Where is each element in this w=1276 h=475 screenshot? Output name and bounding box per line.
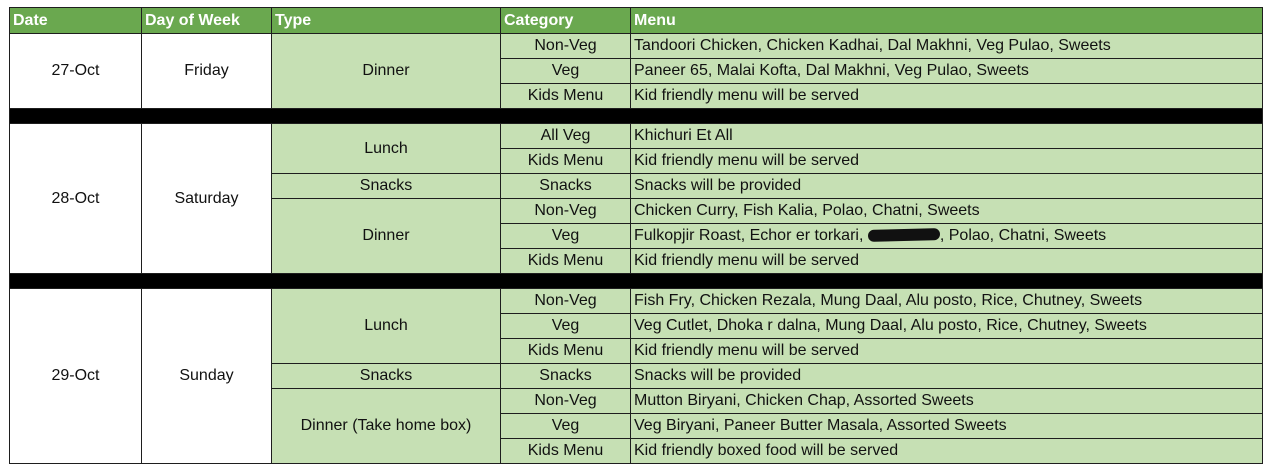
menu-text-before-redaction: Fulkopjir Roast, Echor er torkari, [634,227,868,244]
header-day-of-week: Day of Week [142,8,272,34]
category-cell: Veg [501,224,631,249]
header-row [10,8,1263,34]
category-cell: Non-Veg [501,199,631,224]
meal-type-cell: Dinner (Take home box) [272,389,501,464]
menu-cell: Khichuri Et All [631,124,1263,149]
day-cell: Saturday [142,124,272,274]
category-cell: Non-Veg [501,289,631,314]
day-separator [10,274,1263,289]
category-cell: Veg [501,314,631,339]
meal-type-cell: Snacks [272,364,501,389]
menu-cell: Mutton Biryani, Chicken Chap, Assorted Sweets [631,389,1263,414]
category-cell: Snacks [501,364,631,389]
category-cell: Veg [501,59,631,84]
category-cell: Kids Menu [501,249,631,274]
category-cell: Snacks [501,174,631,199]
menu-cell: Chicken Curry, Fish Kalia, Polao, Chatni, Sweets [631,199,1263,224]
day-cell: Sunday [142,289,272,464]
separator-bar [10,109,1263,124]
menu-text-after-redaction: , Polao, Chatni, Sweets [939,227,1107,244]
category-cell: Kids Menu [501,339,631,364]
date-cell: 27-Oct [10,34,142,109]
menu-cell: Kid friendly menu will be served [631,339,1263,364]
menu-cell: Kid friendly boxed food will be served [631,439,1263,464]
day-cell: Friday [142,34,272,109]
menu-cell: Fish Fry, Chicken Rezala, Mung Daal, Alu posto, Rice, Chutney, Sweets [631,289,1263,314]
menu-cell [631,224,1263,249]
header-date: Date [10,8,142,34]
menu-cell: Snacks will be provided [631,364,1263,389]
menu-cell: Veg Cutlet, Dhoka r dalna, Mung Daal, Alu posto, Rice, Chutney, Sweets [631,314,1263,339]
menu-cell: Paneer 65, Malai Kofta, Dal Makhni, Veg Pulao, Sweets [631,59,1263,84]
separator-bar [10,274,1263,289]
menu-cell: Tandoori Chicken, Chicken Kadhai, Dal Makhni, Veg Pulao, Sweets [631,34,1263,59]
menu-cell: Kid friendly menu will be served [631,149,1263,174]
table-row [10,34,1263,59]
table-body [10,34,1263,464]
menu-cell: Kid friendly menu will be served [631,249,1263,274]
menu-cell: Kid friendly menu will be served [631,84,1263,109]
table-row [10,124,1263,149]
category-cell: Kids Menu [501,84,631,109]
date-cell: 29-Oct [10,289,142,464]
category-cell: Veg [501,414,631,439]
meal-type-cell: Dinner [272,199,501,274]
menu-cell: Snacks will be provided [631,174,1263,199]
meal-type-cell: Lunch [272,289,501,364]
menu-cell: Veg Biryani, Paneer Butter Masala, Assorted Sweets [631,414,1263,439]
header-menu: Menu [631,8,1263,34]
category-cell: All Veg [501,124,631,149]
header-category: Category [501,8,631,34]
category-cell: Non-Veg [501,34,631,59]
category-cell: Non-Veg [501,389,631,414]
day-separator [10,109,1263,124]
date-cell: 28-Oct [10,124,142,274]
table-row [10,289,1263,314]
menu-schedule-table [9,7,1263,464]
category-cell: Kids Menu [501,149,631,174]
meal-type-cell: Lunch [272,124,501,174]
redaction-scribble [868,228,940,242]
table-header [10,8,1263,34]
header-type: Type [272,8,501,34]
meal-type-cell: Snacks [272,174,501,199]
meal-type-cell: Dinner [272,34,501,109]
category-cell: Kids Menu [501,439,631,464]
